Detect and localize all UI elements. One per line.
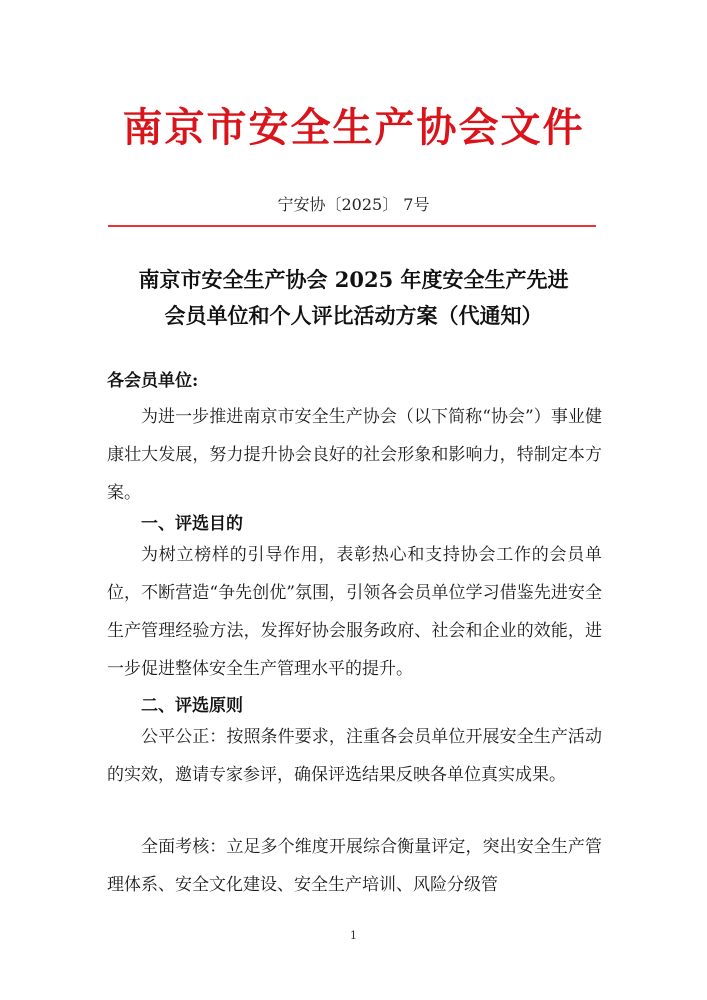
title-line-2: 会员单位和个人评比活动方案（代通知）	[164, 303, 543, 328]
intro-paragraph: 为进一步推进南京市安全生产协会（以下简称“协会”）事业健康壮大发展，努力提升协会良好的社会形象和影响力，特制定本方案。	[107, 407, 602, 503]
body-paragraph: 全面考核：立足多个维度开展综合衡量评定，突出安全生产管理体系、安全文化建设、安全生产培训、风险分级管	[107, 837, 602, 895]
document-title	[60, 262, 647, 334]
title-line-1: 南京市安全生产协会 2025 年度安全生产先进	[138, 267, 569, 292]
body-paragraph: 为树立榜样的引导作用，表彰热心和支持协会工作的会员单位，不断营造“争先创优”氛围，引领各会员单位学习借鉴先进安全生产管理经验方法，发挥好协会服务政府、社会和企业的效能，进一步促进整体安全生产管理水平的提升。	[107, 545, 602, 679]
body-paragraph: 公平公正：按照条件要求，注重各会员单位开展安全生产活动的实效，邀请专家参评，确保评选结果反映各单位真实成果。	[107, 727, 602, 785]
section-heading: 一、评选目的	[141, 514, 243, 534]
document-number: 宁安协〔2025〕 7号	[277, 195, 430, 214]
red-divider	[108, 225, 596, 227]
page-number: 1	[350, 929, 357, 942]
section-heading: 二、评选原则	[141, 696, 243, 716]
document-header: 南京市安全生产协会文件	[122, 104, 585, 151]
salutation: 各会员单位:	[107, 371, 199, 391]
